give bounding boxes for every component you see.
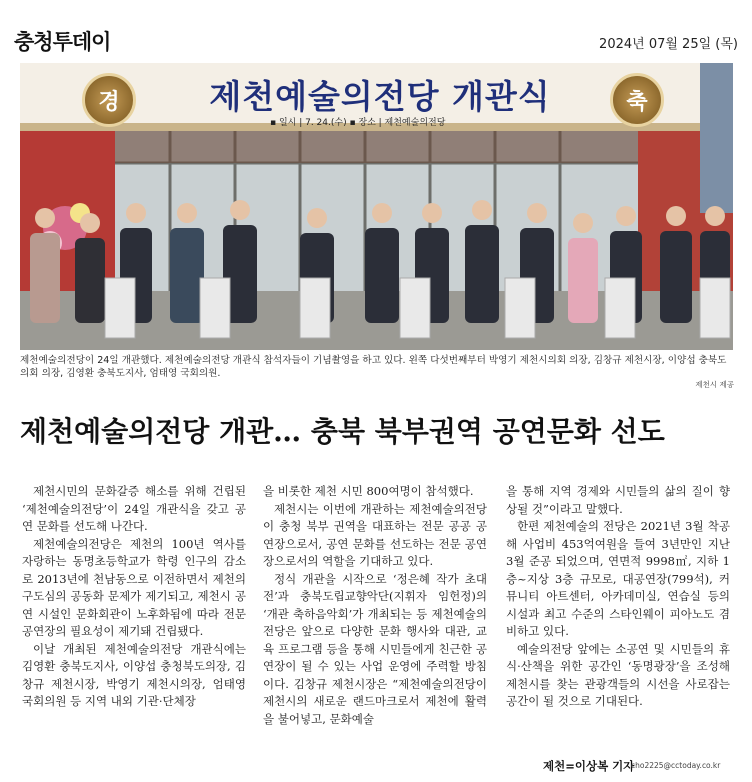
banner-subtitle: ▪ 일시 | 7. 24.(수) ▪ 장소 | 제천예술의전당 bbox=[270, 118, 446, 128]
article-column-2 bbox=[263, 483, 487, 728]
issue-date: 2024년 07월 25일 (목) bbox=[599, 37, 738, 52]
article-column-1 bbox=[22, 483, 246, 711]
paragraph: 제천시민의 문화갈증 해소를 위해 건립된 ‘제천예술의전당’이 24일 개관식을 갖고 공연 문화를 선도해 나간다. bbox=[22, 484, 246, 533]
article-headline: 제천예술의전당 개관… 충북 북부권역 공연문화 선도 bbox=[20, 415, 665, 448]
newspaper-masthead: 충청투데이 bbox=[14, 30, 111, 54]
article-column-3 bbox=[506, 483, 730, 711]
paragraph: 제천시는 이번에 개관하는 제천예술의전당이 충청 북부 권역을 대표하는 전문 공공 공연장으로서, 공연 문화를 선도하는 전문 공연장으로서의 역할을 기대하고 있다. bbox=[263, 501, 487, 568]
photo-caption: 제천예술의전당이 24일 개관했다. 제천예술의전당 개관식 참석자들이 기념촬영을 하고 있다. 왼쪽 다섯번째부터 박영기 제천시의회 의장, 김창규 제천시장, 이양섭 충북도의회 의장, 김영환 충북도지사, 엄태영 국회의원. bbox=[20, 355, 727, 379]
article-photo bbox=[20, 63, 733, 350]
reporter-email: cho2225@cctoday.co.kr bbox=[631, 761, 721, 770]
photo-credit: 제천시 제공 bbox=[695, 380, 734, 389]
people-group bbox=[30, 200, 730, 338]
reporter-byline: 제천=이상복 기자 bbox=[543, 759, 635, 773]
paragraph: 이날 개최된 제천예술의전당 개관식에는 김영환 충북도지사, 이양섭 충청북도의장, 김창규 제천시장, 박영기 제천시의장, 엄태영 국회의원 등 지역 내외 기관·단체장 bbox=[22, 641, 246, 708]
paragraph: 예술의전당 앞에는 소공연 및 시민들의 휴식·산책을 위한 공간인 ‘동명광장’을 조성해 제천시를 찾는 관광객들의 시선을 사로잡는 공간이 될 것으로 기대된다. bbox=[506, 641, 730, 708]
paragraph: 정식 개관을 시작으로 ‘정은혜 작가 초대전’과 충북도립교향악단(지휘자 임헌정)의 ‘개관 축하음악회’가 개최되는 등 제천예술의전당은 앞으로 다양한 문화 행사와 대관, 교육 프로그램 등을 통해 시민들에게 친근한 공연장이 될 수 있는 사업 운영에 주력할 방침이다. 김창규 제천시장은 “제천예술의전당이 제천시의 새로운 랜드마크로서 제천에 활력을 불어넣고, 문화예술 bbox=[263, 571, 487, 726]
paragraph: 을 통해 지역 경제와 시민들의 삶의 질이 향상될 것”이라고 말했다. bbox=[506, 484, 730, 516]
paragraph: 제천예술의전당은 제천의 100년 역사를 자랑하는 동명초등학교가 학령 인구의 감소로 2013년에 천남동으로 이전하면서 제천의 구도심의 공동화 문제가 제기되고, 제천시 공연 시설인 문화회관이 노후화됨에 따라 전문 공연장의 필요성이 제기돼 건립됐다. bbox=[22, 536, 246, 638]
paragraph: 을 비롯한 제천 시민 800여명이 참석했다. bbox=[263, 484, 474, 498]
paragraph: 한편 제천예술의 전당은 2021년 3월 착공해 사업비 453억여원을 들여 3년만인 지난 3월 준공 되었으며, 연면적 9998㎡, 지하 1층~지상 3층 규모로, 대공연장(799석), 커뮤니티 아트센터, 아카데미실, 연습실 등의 시설과 최고 수준의 스타인웨이 피아노도 겸비하고 있다. bbox=[506, 519, 730, 638]
celebration-seal-left: 경 bbox=[82, 73, 136, 127]
celebration-seal-right: 축 bbox=[610, 73, 664, 127]
banner-title: 제천예술의전당 개관식 bbox=[209, 77, 551, 116]
